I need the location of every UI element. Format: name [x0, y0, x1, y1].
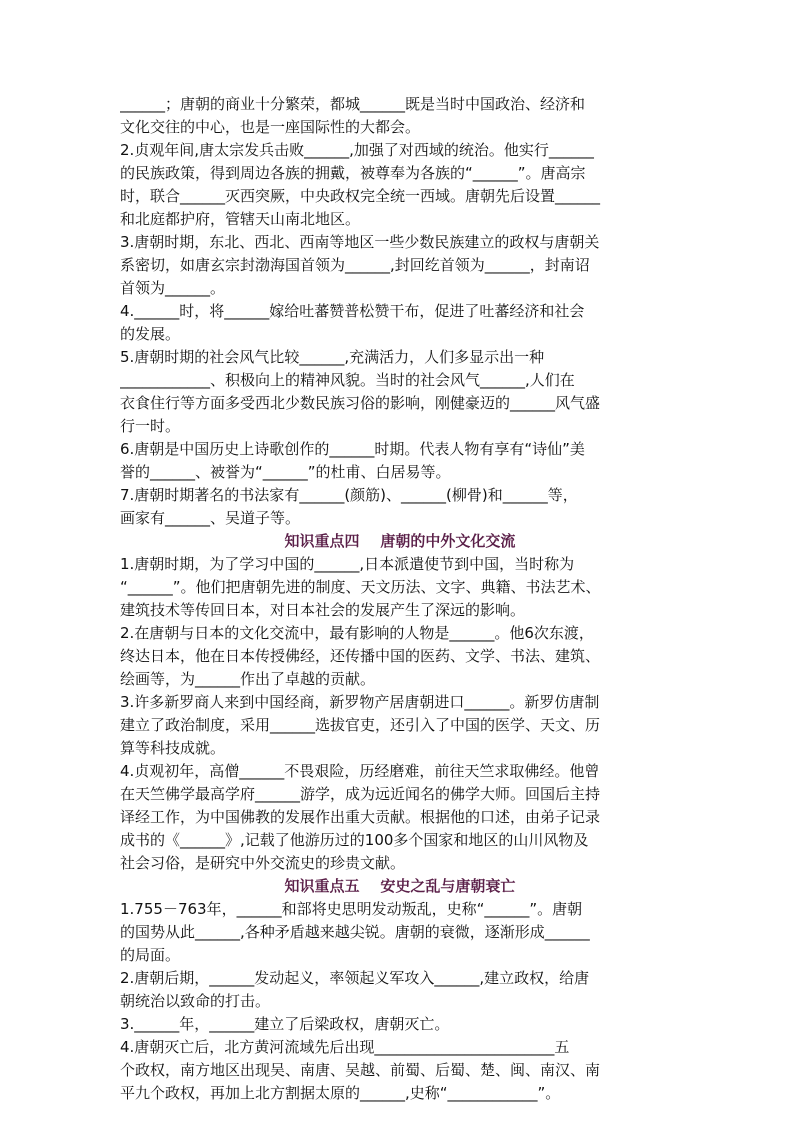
text-line: 4.______时，将______嫁给吐蕃赞普松赞干布，促进了吐蕃经济和社会 [120, 302, 585, 320]
document-page [120, 93, 680, 1105]
text-line: 行一时。 [120, 417, 181, 435]
text-line: 时，联合______灭西突厥，中央政权完全统一西域。唐朝先后设置______ [120, 187, 601, 205]
text-line: 算等科技成就。 [120, 739, 226, 757]
section-heading: 知识重点五 安史之乱与唐朝衰亡 [284, 877, 516, 895]
text-line: 建立了政治制度，采用______选拔官吏，还引入了中国的医学、天文、历 [120, 716, 601, 734]
text-line: 社会习俗，是研究中外交流史的珍贵文献。 [120, 854, 406, 872]
text-line: ____________、积极向上的精神风貌。当时的社会风气______,人们在 [120, 371, 575, 389]
text-line: 系密切，如唐玄宗封渤海国首领为______,封回纥首领为______，封南诏 [120, 256, 590, 274]
text-line: 个政权，南方地区出现吴、南唐、吴越、前蜀、后蜀、楚、闽、南汉、南 [120, 1061, 601, 1079]
text-line: 的发展。 [120, 325, 181, 343]
text-line: 的民族政策，得到周边各族的拥戴，被尊奉为各族的“______”。唐高宗 [120, 164, 586, 182]
text-line: 成书的《______》,记载了他游历过的100多个国家和地区的山川风物及 [120, 831, 589, 849]
text-line: 2.贞观年间,唐太宗发兵击败______,加强了对西域的统治。他实行______ [120, 141, 594, 159]
text-line: 的国势从此______,各种矛盾越来越尖锐。唐朝的衰微，逐渐形成______ [120, 923, 590, 941]
text-line: “______”。他们把唐朝先进的制度、天文历法、文字、典籍、书法艺术、 [120, 578, 601, 596]
text-line: 终达日本，他在日本传授佛经，还传播中国的医药、文学、书法、建筑、 [120, 647, 601, 665]
text-line: 4.唐朝灭亡后，北方黄河流域先后出现________________________五 [120, 1038, 570, 1056]
text-line: 建筑技术等传回日本，对日本社会的发展产生了深远的影响。 [120, 601, 526, 619]
text-line: 6.唐朝是中国历史上诗歌创作的______时期。代表人物有享有“诗仙”美 [120, 440, 585, 458]
text-line: 平九个政权，再加上北方割据太原的______,史称“____________”。 [120, 1084, 561, 1102]
text-line: 3.______年，______建立了后梁政权，唐朝灭亡。 [120, 1015, 450, 1033]
text-line: 3.许多新罗商人来到中国经商，新罗物产居唐朝进口______。新罗仿唐制 [120, 693, 600, 711]
text-line: 2.唐朝后期，______发动起义，率领起义军攻入______,建立政权，给唐 [120, 969, 590, 987]
text-line: 在天竺佛学最高学府______游学，成为远近闻名的佛学大师。回国后主持 [120, 785, 601, 803]
text-line: ______；唐朝的商业十分繁荣，都城______既是当时中国政治、经济和 [120, 95, 586, 113]
text-line: 誉的______、被誉为“______”的杜甫、白居易等。 [120, 463, 451, 481]
text-line: 7.唐朝时期著名的书法家有______(颜筋)、______(柳骨)和______等， [120, 486, 578, 504]
text-line: 3.唐朝时期，东北、西北、西南等地区一些少数民族建立的政权与唐朝关 [120, 233, 600, 251]
text-line: 的局面。 [120, 946, 181, 964]
text-line: 1.755－763年，______和部将史思明发动叛乱，史称“______”。唐朝 [120, 900, 583, 918]
section-heading: 知识重点四 唐朝的中外文化交流 [284, 532, 516, 550]
text-line: 朝统治以致命的打击。 [120, 992, 271, 1010]
text-line: 译经工作，为中国佛教的发展作出重大贡献。根据他的口述，由弟子记录 [120, 808, 601, 826]
text-line: 衣食住行等方面多受西北少数民族习俗的影响，刚健豪迈的______风气盛 [120, 394, 601, 412]
text-line: 和北庭都护府，管辖天山南北地区。 [120, 210, 361, 228]
text-line: 5.唐朝时期的社会风气比较______,充满活力，人们多显示出一种 [120, 348, 545, 366]
text-line: 1.唐朝时期，为了学习中国的______,日本派遣使节到中国，当时称为 [120, 555, 575, 573]
text-line: 2.在唐朝与日本的文化交流中，最有影响的人物是______。他6次东渡， [120, 624, 594, 642]
text-line: 4.贞观初年，高僧______不畏艰险，历经磨难，前往天竺求取佛经。他曾 [120, 762, 600, 780]
text-line: 绘画等，为______作出了卓越的贡献。 [120, 670, 376, 688]
text-line: 首领为______。 [120, 279, 226, 297]
text-line: 画家有______、吴道子等。 [120, 509, 301, 527]
text-line: 文化交往的中心，也是一座国际性的大都会。 [120, 118, 421, 136]
